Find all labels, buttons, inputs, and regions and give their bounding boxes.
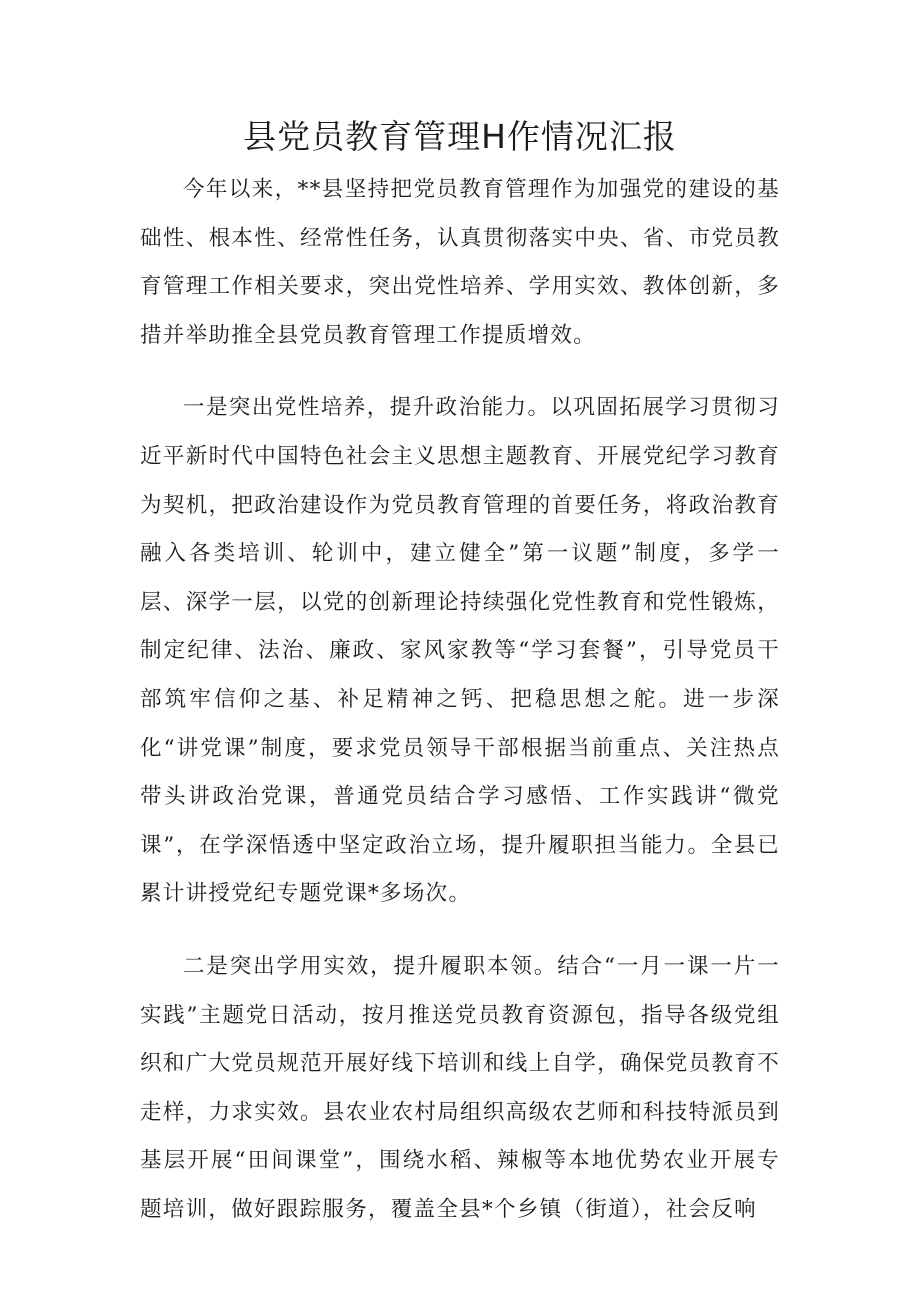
document-body — [140, 166, 780, 1234]
document-title: 县党员教育管理H作情况汇报 — [243, 117, 677, 156]
paragraph-intro: 今年以来，**县坚持把党员教育管理作为加强党的建设的基础性、根本性、经常性任务，认真贯彻落实中央、省、市党员教育管理工作相关要求，突出党性培养、学用实效、教体创新，多措并举助推全县党员教育管理工作提质增效。 — [140, 177, 780, 348]
paragraph-learning-practice: 二是突出学用实效，提升履职本领。结合“一月一课一片一实践”主题党日活动，按月推送党员教育资源包，指导各级党组织和广大党员规范开展好线下培训和线上自学，确保党员教育不走样，力求实效。县农业农村局组织高级农艺师和科技特派员到基层开展“田间课堂”，围绕水稻、辣椒等本地优势农业开展专题培训，做好跟踪服务，覆盖全县*个乡镇（街道），社会反响 — [140, 953, 780, 1222]
paragraph-party-spirit: 一是突出党性培养，提升政治能力。以巩固拓展学习贯彻习近平新时代中国特色社会主义思想主题教育、开展党纪学习教育为契机，把政治建设作为党员教育管理的首要任务，将政治教育融入各类培训、轮训中，建立健全”第一议题”制度，多学一层、深学一层，以党的创新理论持续强化党性教育和党性锻炼，制定纪律、法治、廉政、家风家教等“学习套餐”，引导党员干部筑牢信仰之基、补足精神之钙、把稳思想之舵。进一步深化“讲党课”制度，要求党员领导干部根据当前重点、关注热点带头讲政治党课，普通党员结合学习感悟、工作实践讲“微党课”，在学深悟透中坚定政治立场，提升履职担当能力。全县已累计讲授党纪专题党课*多场次。 — [140, 395, 780, 907]
